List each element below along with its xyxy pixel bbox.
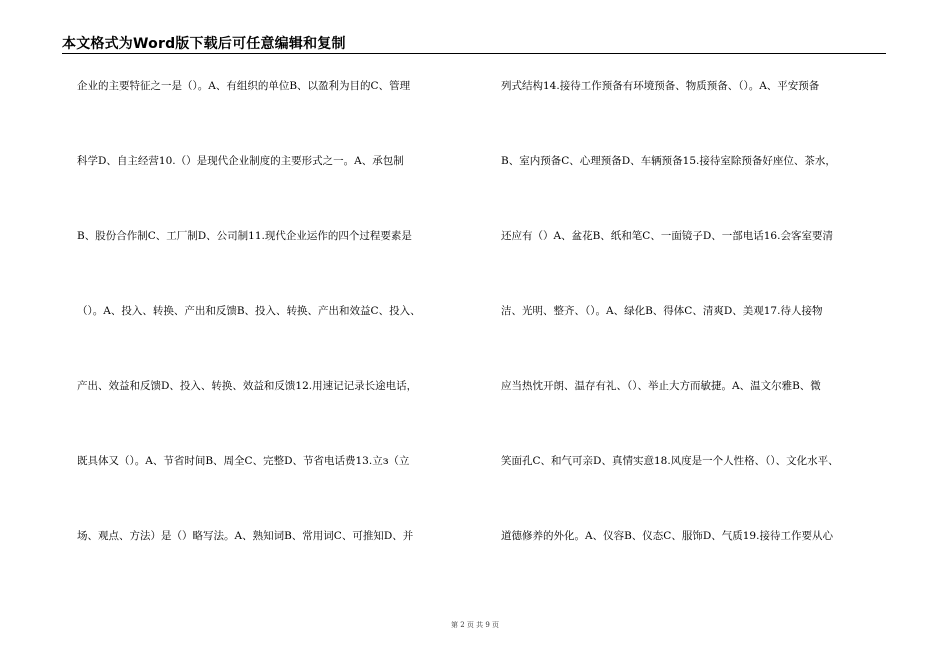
page-number: 第 2 页 共 9 页 <box>450 621 500 629</box>
header-divider <box>62 53 886 54</box>
text-line: （）。A、投入、转换、产出和反馈B、投入、转换、产出和效益C、投入、 <box>77 305 421 317</box>
text-line: 既具体又（）。A、节省时间B、周全C、完整D、节省电话费13.立з（立 <box>77 455 410 467</box>
text-line: 企业的主要特征之一是（）。A、有组织的单位B、以盈利为目的C、管理 <box>77 80 411 92</box>
text-line: 列式结构14.接待工作预备有环境预备、物质预备、（）。A、平安预备 <box>501 80 820 92</box>
text-line: 洁、光明、整齐、（）。A、绿化B、得体C、清爽D、美观17.待人接物 <box>501 305 823 317</box>
text-line: 道德修养的外化。A、仪容B、仪态C、服饰D、气质19.接待工作要从心 <box>501 530 833 542</box>
text-line: 产出、效益和反馈D、投入、转换、效益和反馈12.用速记记录长途电话， <box>77 380 418 392</box>
text-line: 还应有（）A、盆花B、纸和笔C、一面镜子D、一部电话16.会客室要清 <box>501 230 833 242</box>
text-line: 笑面孔C、和气可亲D、真情实意18.风度是一个人性格、（）、文化水平、 <box>501 455 839 467</box>
text-line: 科学D、自主经营10.（）是现代企业制度的主要形式之一。A、承包制 <box>77 155 404 167</box>
text-line: B、室内预备C、心理预备D、车辆预备15.接待室除预备好座位、茶水， <box>501 155 836 167</box>
text-line: 场、观点、方法）是（）略写法。A、熟知词B、常用词C、可推知D、并 <box>77 530 414 542</box>
text-line: 应当热忱开朗、温存有礼、（）、举止大方而敏捷。A、温文尔雅B、微 <box>501 380 821 392</box>
text-line: B、股份合作制C、工厂制D、公司制11.现代企业运作的四个过程要素是 <box>77 230 412 242</box>
document-header-title: 本文格式为Word版下载后可任意编辑和复制 <box>62 36 346 52</box>
